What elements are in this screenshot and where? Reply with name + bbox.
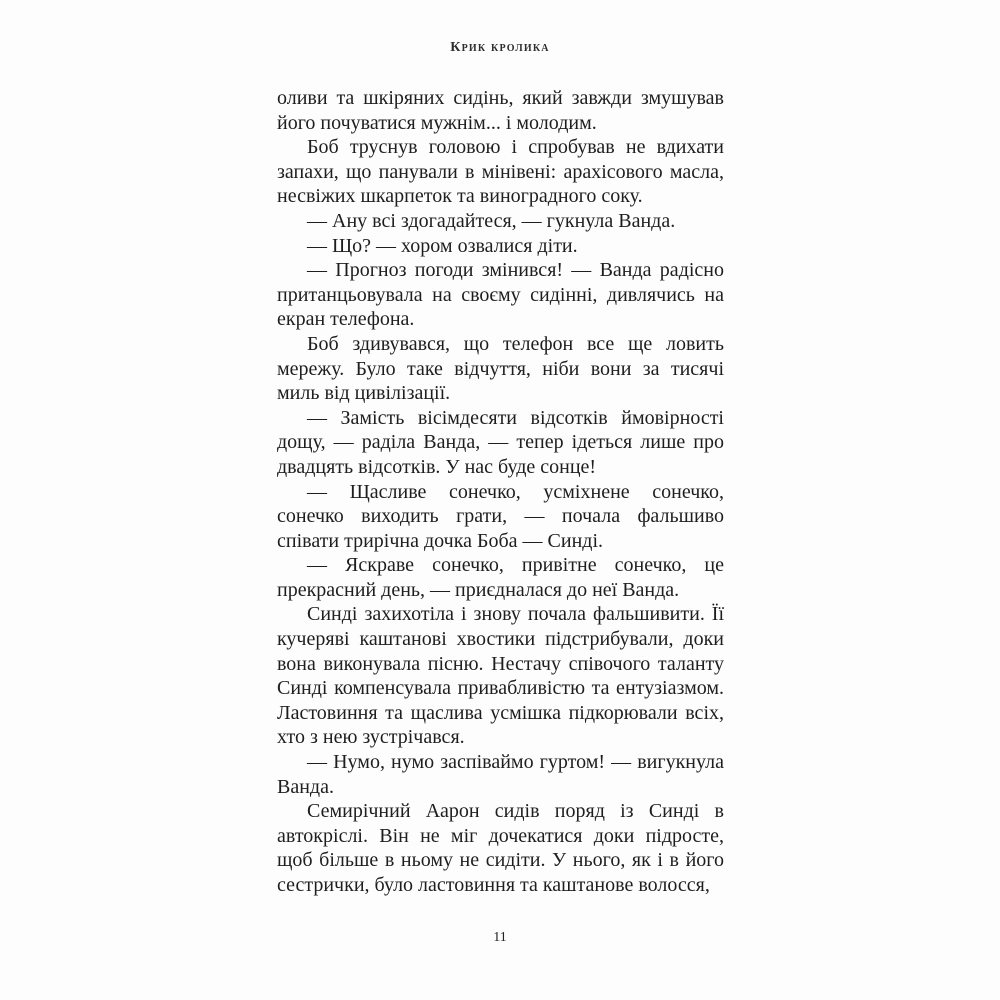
paragraph: Боб здивувався, що телефон все ще ловить мережу. Було таке відчуття, ніби вони за тисячі миль від цивілізації.	[277, 332, 724, 405]
paragraph: Синді захихотіла і знову почала фальшивити. Її кучеряві каштанові хвостики підстрибували, доки вона виконувала пісню. Нестачу співочого таланту Синді компенсувала привабливістю та ентузіазмом. Ластовиння та щаслива усмішка підкорювали всіх, хто з нею зустрічався.	[277, 603, 724, 749]
paragraph: Боб труснув головою і спробував не вдихати запахи, що панували в мінівені: арахісового масла, несвіжих шкарпеток та виноградного соку.	[277, 136, 724, 208]
paragraph: — Що? — хором озвалися діти.	[307, 234, 578, 257]
running-header: Крик кролика	[450, 40, 550, 55]
page-number: 11	[493, 930, 507, 945]
paragraph: — Яскраве сонечко, привітне сонечко, це прекрасний день, — приєдналася до неї Ванда.	[277, 554, 724, 601]
paragraph: — Замість вісімдесяти відсотків ймовірності дощу, — раділа Ванда, — тепер ідеться лише про двадцять відсотків. У нас буде сонце!	[277, 406, 724, 478]
paragraph: — Щасливе сонечко, усміхнене сонечко, сонечко виходить грати, — почала фальшиво співати трирічна дочка Боба — Синді.	[277, 480, 724, 552]
paragraph: Семирічний Аарон сидів поряд із Синді в автокріслі. Він не міг дочекатися доки підросте, щоб більше в ньому не сидіти. У нього, як і в його сестрички, було ластовиння та каштанове волосся,	[277, 800, 724, 896]
paragraph: — Нумо, нумо заспіваймо гуртом! — вигукнула Ванда.	[277, 751, 724, 798]
paragraph: — Ану всі здогадайтеся, — гукнула Ванда.	[307, 209, 676, 232]
paragraph: оливи та шкіряних сидінь, який завжди змушував його почуватися мужнім... і молодим.	[277, 87, 724, 134]
paragraph: — Прогноз погоди змінився! — Ванда радісно пританцьовувала на своєму сидінні, дивлячись на екран телефона.	[277, 259, 724, 331]
body-text	[277, 86, 724, 898]
